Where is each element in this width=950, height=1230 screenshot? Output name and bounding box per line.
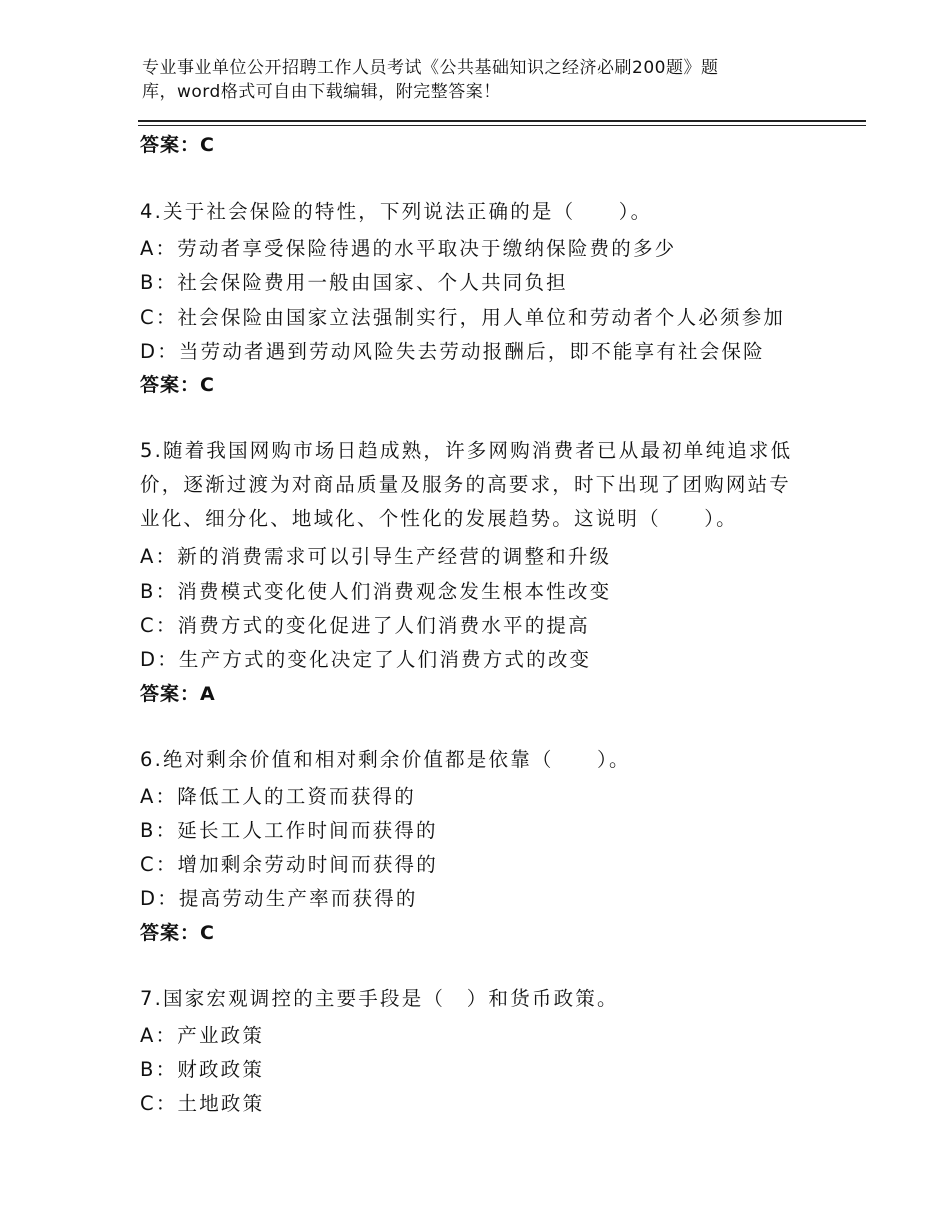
question-5-answer: 答案：A: [140, 683, 216, 705]
header-line-1: 专业事业单位公开招聘工作人员考试《公共基础知识之经济必刷200题》题: [142, 58, 719, 78]
question-6-option-d: D：提高劳动生产率而获得的: [140, 887, 418, 910]
question-5-option-a: A：新的消费需求可以引导生产经营的调整和升级: [140, 545, 612, 568]
question-4-stem: 4.关于社会保险的特性，下列说法正确的是（ ）。: [140, 200, 653, 223]
question-6-option-a: A：降低工人的工资而获得的: [140, 785, 416, 808]
question-7-option-b: B：财政政策: [140, 1058, 265, 1081]
question-5-option-d: D：生产方式的变化决定了人们消费方式的改变: [140, 648, 592, 671]
question-4-option-c: C：社会保险由国家立法强制实行，用人单位和劳动者个人必须参加: [140, 306, 786, 329]
question-7-option-a: A：产业政策: [140, 1024, 265, 1047]
answer-prev: 答案：C: [140, 134, 215, 156]
question-6-answer: 答案：C: [140, 922, 215, 944]
question-6-option-b: B：延长工人工作时间而获得的: [140, 819, 438, 842]
question-5-stem: 5.随着我国网购市场日趋成熟，许多网购消费者已从最初单纯追求低价，逐渐过渡为对商品质量及服务的高要求，时下出现了团购网站专业化、细分化、地域化、个性化的发展趋势。这说明（ ）。: [140, 439, 793, 530]
question-5-option-b: B：消费模式变化使人们消费观念发生根本性改变: [140, 580, 612, 603]
header-line-2: 库，word格式可自由下载编辑，附完整答案！: [142, 82, 501, 102]
question-4-option-a: A：劳动者享受保险待遇的水平取决于缴纳保险费的多少: [140, 237, 677, 260]
document-header: [142, 56, 792, 104]
question-7-stem: 7.国家宏观调控的主要手段是（ ）和货币政策。: [140, 987, 619, 1010]
header-rule-thick: [138, 120, 866, 122]
question-4-answer: 答案：C: [140, 374, 215, 396]
question-5-option-c: C：消费方式的变化促进了人们消费水平的提高: [140, 614, 590, 637]
header-rule-thin: [138, 125, 866, 126]
question-7-option-c: C：土地政策: [140, 1092, 265, 1115]
question-6-option-c: C：增加剩余劳动时间而获得的: [140, 853, 438, 876]
question-6-stem: 6.绝对剩余价值和相对剩余价值都是依靠（ ）。: [140, 748, 631, 771]
question-4-option-b: B：社会保险费用一般由国家、个人共同负担: [140, 271, 568, 294]
question-4-option-d: D：当劳动者遇到劳动风险失去劳动报酬后，即不能享有社会保险: [140, 340, 765, 363]
